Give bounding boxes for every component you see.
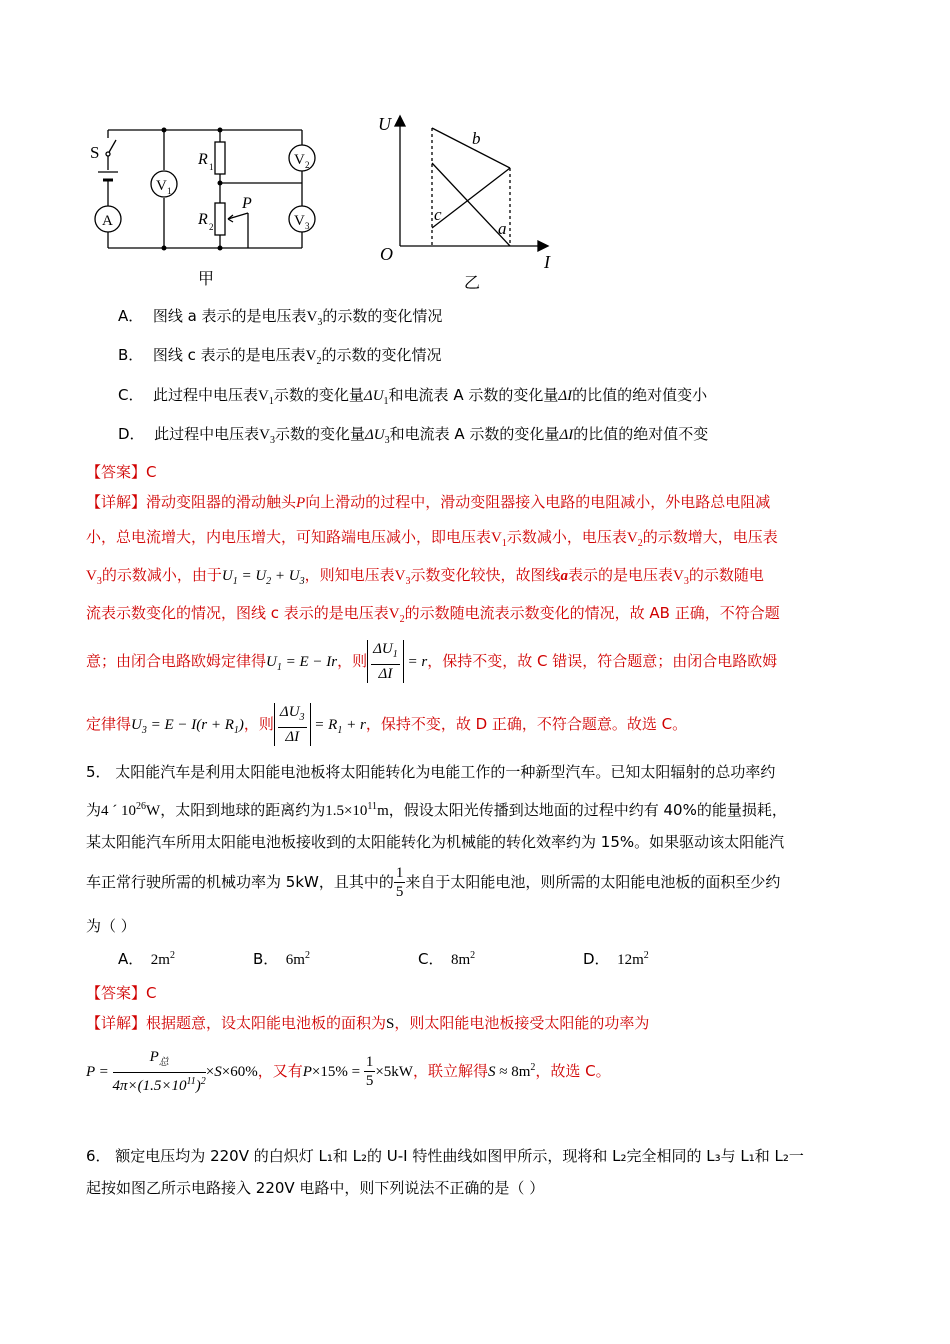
option-text: 图线 a 表示的是电压表 (152, 307, 307, 325)
meter-sub: 3 (317, 317, 323, 328)
option-letter: A． (118, 307, 144, 325)
detail-text: ，联立解得 (412, 1062, 488, 1080)
option-text: 示数的变化量 (274, 425, 365, 443)
q5-line2 (86, 797, 787, 821)
q4-detail-line3: $V_3$的示数减小，由于$U_1 = U_2 + U_3$，则知电压表$V_3$示数变化较快，故图线a表示的是电压表$V_3$的示数随电 (86, 566, 764, 587)
q5-dist-exp: 11 (367, 801, 378, 812)
detail-text: ，则太阳能电池板接受太阳能的功率为 (394, 1014, 650, 1032)
q5-option-c[interactable] (418, 948, 475, 969)
q4-detail-line1 (86, 492, 770, 513)
delta-i: ΔI (559, 427, 574, 443)
q5-detail-line2: P = $\frac{P_总}{4\pi\times(1.5\times 10^{11})^2}$ ×S×60%，又有P×15% = $\frac{1}{5}$ ×5kW，联立解得$S \approx 8m^2$，故选 C。 (86, 1049, 611, 1094)
v3-sub: 3 (305, 221, 310, 231)
detail-text: 流表示数变化的情况，图线 c 表示的是电压表 (86, 604, 389, 622)
option-text: 的比值的绝对值变小 (572, 386, 708, 404)
option-text: 的比值的绝对值不变 (573, 425, 709, 443)
q5-line4: 车正常行驶所需的机械功率为 5kW，且其中的 $\frac{1}{5}$ 来自于太阳能电池，则所需的太阳能电池板的面积至少约 (86, 865, 781, 900)
detail-text: 小，总电流增大，内电压增大，可知路端电压减小，即电压表 (86, 528, 492, 546)
option-text: 此过程中电压表 (153, 386, 259, 404)
q5-power-exp: 26 (136, 801, 147, 812)
detail-text: 滑动变阻器的滑动触头 (146, 493, 297, 511)
q4-option-c[interactable] (118, 385, 707, 412)
q5-text: ，假设太阳光传播到达地面的过程中约有 40%的能量损耗， (388, 801, 787, 819)
detail-text: 根据题意，设太阳能电池板的面积为 (146, 1014, 387, 1032)
ui-graph (372, 108, 572, 293)
q5-line1: 5． 太阳能汽车是利用太阳能电池板将太阳能转化为电能工作的一种新型汽车。已知太阳辐射的总功率约 (86, 763, 776, 781)
option-exp: 2 (470, 950, 476, 961)
q5-text: ，太阳到地球的距离约为 (160, 801, 326, 819)
meter-sub: 3 (269, 435, 275, 446)
option-letter: B． (253, 950, 279, 968)
q4-option-a[interactable] (118, 306, 442, 333)
line-c-label: c (434, 205, 442, 224)
detail-label: 【详解】 (86, 493, 147, 511)
option-letter: D． (118, 425, 145, 443)
q5-text: 来自于太阳能电池，则所需的太阳能电池板的面积至少约 (405, 873, 781, 891)
q4-detail-line4: 流表示数变化的情况，图线 c 表示的是电压表$V_2$的示数随电流表示数变化的情况，故 AB 正确，不符合题 (86, 604, 780, 625)
graph-caption: 乙 (464, 275, 481, 292)
r1-label: R (198, 151, 208, 168)
option-value: 2m (150, 952, 170, 968)
option-text: 图线 c 表示的是电压表 (152, 346, 306, 364)
delta-i: ΔI (558, 388, 573, 404)
detail-text: 的示数随电 (688, 566, 764, 584)
option-exp: 2 (643, 950, 649, 961)
switch-label: S (90, 143, 100, 162)
x-axis-label: I (544, 252, 550, 272)
detail-var-s: S (386, 1016, 395, 1032)
q5-power: 4 ´ 10 (101, 803, 137, 819)
delta-u: ΔU (364, 427, 385, 443)
detail-text: ，保持不变，故 D 正确，不符合题意。故选 C。 (365, 715, 688, 733)
v1-sub: 1 (167, 186, 172, 196)
option-text: 此过程中电压表 (154, 425, 260, 443)
option-letter: C． (118, 386, 144, 404)
delta-u: ΔU (363, 388, 384, 404)
detail-text: ，故选 C。 (535, 1062, 611, 1080)
meter: V (306, 309, 318, 325)
detail-text: 示数减小，电压表 (506, 528, 627, 546)
v1-label: V (156, 178, 167, 194)
q6-line2: 起按如图乙所示电路接入 220V 电路中，则下列说法不正确的是（ ） (86, 1179, 545, 1197)
q4-option-b[interactable] (118, 345, 442, 372)
r2-label: R (198, 211, 208, 228)
q5-line3: 某太阳能汽车所用太阳能电池板接收到的太阳能转化为机械能的转化效率约为 15%。如果驱动该太阳能汽 (86, 833, 785, 851)
option-value: 6m (285, 952, 305, 968)
detail-var-p: P (296, 495, 306, 511)
detail-text: 向上滑动的过程中，滑动变阻器接入电路的电阻减小，外电路总电阻减 (305, 493, 771, 511)
detail-text: 的示数增大，电压表 (642, 528, 778, 546)
meter: V (305, 348, 317, 364)
meter-sub: 1 (268, 396, 274, 407)
q4-detail-line5: 意；由闭合电路欧姆定律得$U_1 = E - Ir$，则 $\frac{\Delta U_1}{\Delta I}$ = r，保持不变，故 C 错误，符合题意；由闭合电路欧姆 (86, 641, 778, 682)
detail-text: 示数变化较快，故图线 (410, 566, 561, 584)
q4-detail-line2: 小，总电流增大，内电压增大，可知路端电压减小，即电压表$V_1$示数减小，电压表$V_2$的示数增大，电压表 (86, 528, 778, 549)
detail-text: ，又有 (257, 1062, 303, 1080)
detail-var-a: a (560, 568, 569, 584)
meter: V (258, 388, 269, 404)
detail-text: ，则 (243, 715, 274, 733)
option-text: 和电流表 A 示数的变化量 (388, 386, 559, 404)
slider-label: P (242, 195, 252, 212)
y-axis-label: U (378, 114, 391, 134)
q5-option-d[interactable] (583, 948, 649, 969)
q5-detail-line1 (86, 1013, 649, 1034)
r2-sub: 2 (209, 222, 214, 232)
option-text: 的示数的变化情况 (322, 307, 443, 325)
delta-u-sub: 3 (384, 435, 390, 446)
q4-detail-line6: 定律得$U_3 = E - I(r + R_1)$，则 $\frac{\Delta U_3}{\Delta I}$ = $R_1 + r$，保持不变，故 D 正确，不符合题意。故选 C。 (86, 704, 688, 745)
q6-line1: 6． 额定电压均为 220V 的白炽灯 L₁和 L₂的 U‐I 特性曲线如图甲所示，现将和 L₂完全相同的 L₃与 L₁和 L₂一 (86, 1147, 804, 1165)
detail-text: ，则 (337, 652, 368, 670)
delta-u-sub: 1 (383, 396, 389, 407)
option-text: 的示数的变化情况 (321, 346, 442, 364)
ammeter-label: A (102, 213, 113, 229)
detail-text: 的示数减小，由于 (101, 566, 222, 584)
q5-line5: 为（ ） (86, 917, 136, 935)
v2-label: V (294, 152, 305, 168)
option-value: 8m (450, 952, 471, 968)
detail-text: 定律得 (86, 715, 132, 733)
q5-answer: 【答案】C (86, 984, 157, 1002)
detail-text: ，则知电压表 (304, 566, 395, 584)
detail-text: 意；由闭合电路欧姆定律得 (86, 652, 267, 670)
line-b-label: b (472, 129, 481, 148)
q5-dist: 1.5×10 (325, 803, 368, 819)
q4-answer: 【答案】C (86, 463, 157, 481)
detail-text: 的示数随电流表示数变化的情况，故 AB 正确，不符合题 (404, 604, 780, 622)
q5-text: 车正常行驶所需的机械功率为 5kW，且其中的 (86, 873, 394, 891)
option-exp: 2 (304, 950, 310, 961)
detail-text: ，保持不变，故 C 错误，符合题意；由闭合电路欧姆 (427, 652, 778, 670)
line-a-label: a (498, 219, 507, 238)
q4-option-d[interactable] (118, 424, 708, 451)
circuit-diagram (80, 118, 330, 293)
r1-sub: 1 (209, 162, 214, 172)
option-text: 和电流表 A 示数的变化量 (389, 425, 560, 443)
option-exp: 2 (169, 950, 175, 961)
detail-text: 表示的是电压表 (568, 566, 674, 584)
detail-label: 【详解】 (86, 1014, 147, 1032)
q5-dist-unit: m (377, 803, 389, 819)
v3-label: V (294, 213, 305, 229)
q5-option-b[interactable] (253, 948, 310, 969)
v2-sub: 2 (305, 160, 310, 170)
option-letter: A． (118, 950, 144, 968)
circuit-caption: 甲 (198, 271, 215, 288)
option-text: 示数的变化量 (273, 386, 364, 404)
option-value: 12m (617, 952, 644, 968)
option-letter: D． (583, 950, 610, 968)
origin-label: O (380, 244, 393, 264)
meter-sub: 2 (316, 356, 322, 367)
option-letter: B． (118, 346, 144, 364)
q5-option-a[interactable] (118, 948, 175, 969)
q5-power-unit: W (146, 803, 161, 819)
option-letter: C． (418, 950, 444, 968)
meter: V (259, 427, 270, 443)
q5-text: 为 (86, 801, 102, 819)
